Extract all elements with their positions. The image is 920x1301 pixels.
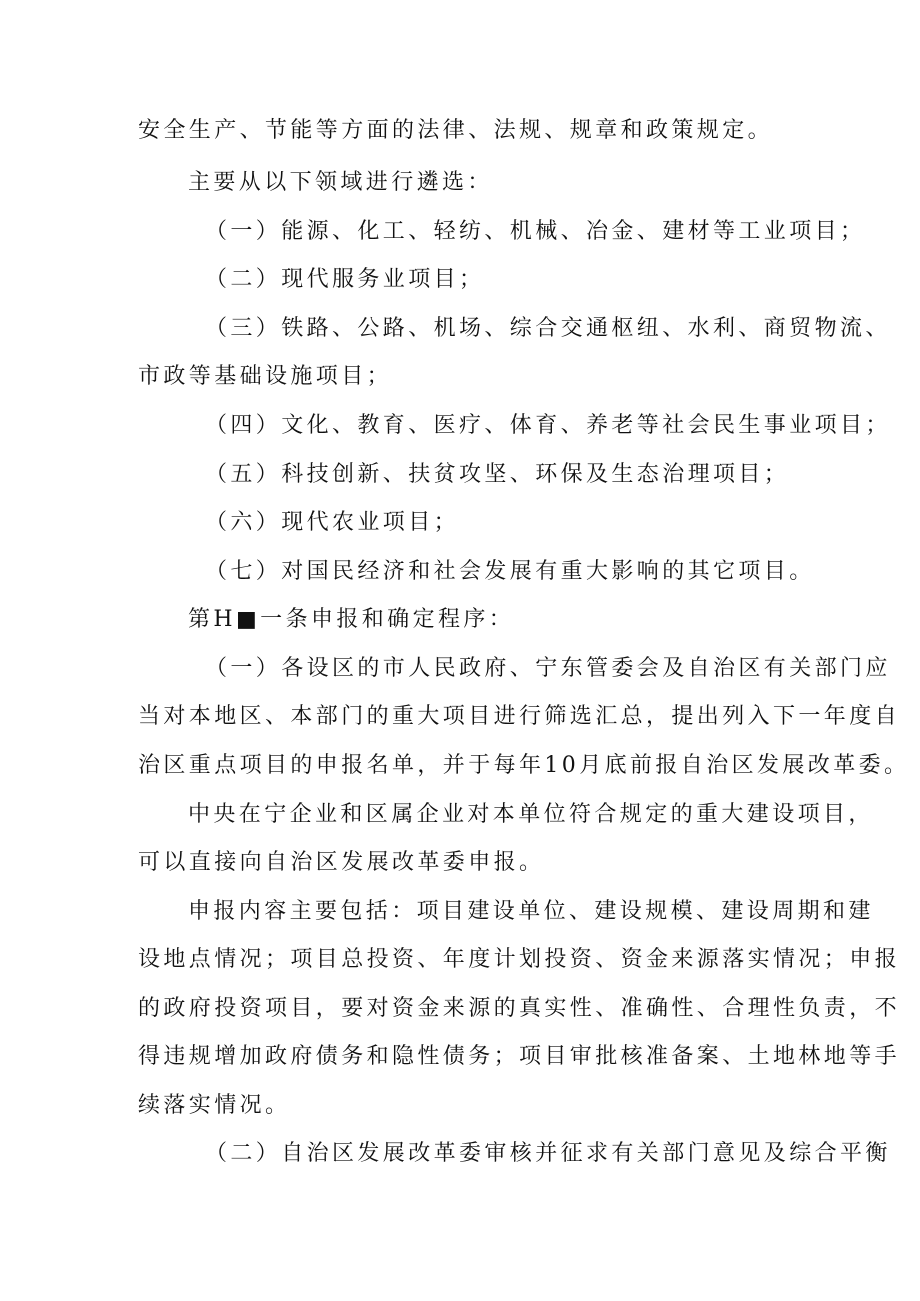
text-line: 主要从以下领域进行遴选：	[188, 170, 493, 195]
text-line: 安全生产、节能等方面的法律、法规、规章和政策规定。	[138, 118, 774, 143]
text-line: （二）自治区发展改革委审核并征求有关部门意见及综合平衡	[205, 1141, 891, 1166]
section-heading: 第H■一条申报和确定程序：	[188, 607, 515, 632]
list-item: （六）现代农业项目；	[205, 510, 460, 535]
text-line: 市政等基础设施项目；	[138, 364, 393, 389]
text-line: 设地点情况；项目总投资、年度计划投资、资金来源落实情况；申报	[138, 947, 901, 972]
list-item: （七）对国民经济和社会发展有重大影响的其它项目。	[205, 559, 815, 584]
list-item: （一）能源、化工、轻纺、机械、冶金、建材等工业项目；	[205, 219, 866, 244]
list-item: （三）铁路、公路、机场、综合交通枢纽、水利、商贸物流、	[205, 316, 891, 341]
text-line: 续落实情况。	[138, 1093, 291, 1118]
list-item: （二）现代服务业项目；	[205, 267, 485, 292]
text-line: 当对本地区、本部门的重大项目进行筛选汇总，提出列入下一年度自	[138, 704, 901, 729]
text-line: 可以直接向自治区发展改革委申报。	[138, 850, 545, 875]
list-item: （五）科技创新、扶贫攻坚、环保及生态治理项目；	[205, 462, 790, 487]
text-line: 治区重点项目的申报名单，并于每年10月底前报自治区发展改革委。	[138, 753, 910, 778]
text-line: （一）各设区的市人民政府、宁东管委会及自治区有关部门应	[205, 656, 891, 681]
text-line: 的政府投资项目，要对资金来源的真实性、准确性、合理性负责，不	[138, 996, 901, 1021]
text-line: 得违规增加政府债务和隐性债务；项目审批核准备案、土地林地等手	[138, 1044, 901, 1069]
text-line: 中央在宁企业和区属企业对本单位符合规定的重大建设项目，	[188, 802, 874, 827]
list-item: （四）文化、教育、医疗、体育、养老等社会民生事业项目；	[205, 413, 891, 438]
text-line: 申报内容主要包括：项目建设单位、建设规模、建设周期和建	[188, 899, 874, 924]
